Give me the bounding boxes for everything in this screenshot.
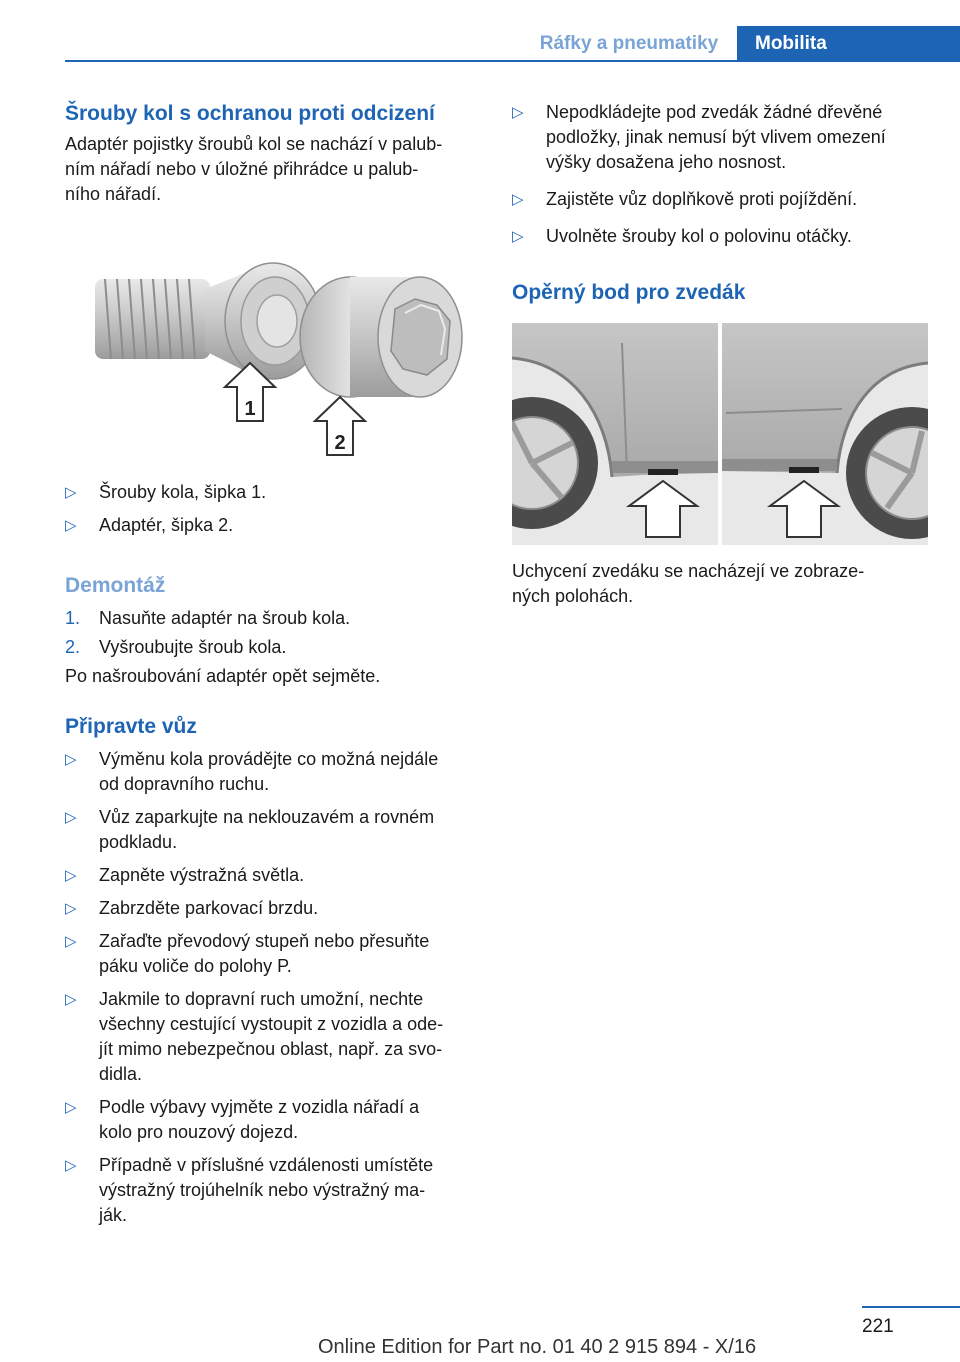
list-item: ▷ Adaptér, šipka 2. (65, 513, 480, 538)
triangle-bullet-icon: ▷ (65, 484, 77, 501)
subsection-title-demontaz: Demontáž (65, 574, 166, 597)
list-item: ▷ Nepodkládejte pod zvedák žádné dřevěné podložky, jinak nemusí být vlivem omezení výšky dosažena jeho nosnost. (512, 102, 886, 172)
list-item: ▷ Uvolněte šrouby kol o polovinu otáčky. (512, 224, 930, 249)
panel-divider (718, 323, 722, 545)
intro-paragraph: Adaptér pojistky šroubů kol se nachází v palub- ním nářadí nebo v úložné přihrádce u palub- ního nářadí. (65, 134, 443, 204)
edition-note: Online Edition for Part no. 01 40 2 915 894 - X/16 (318, 1336, 757, 1358)
triangle-bullet-icon: ▷ (512, 228, 524, 245)
list-item: ▷ Zajistěte vůz doplňkově proti pojíždění. (512, 187, 930, 212)
step-item: 2. Vyšroubujte šroub kola. (65, 637, 287, 657)
jack-caption: Uchycení zvedáku se nacházejí ve zobraze- ných polohách. (512, 561, 865, 606)
jack-panel-rear (722, 323, 928, 545)
triangle-bullet-icon: ▷ (65, 517, 77, 534)
triangle-bullet-icon: ▷ (65, 991, 77, 1008)
list-item: ▷ Zabrzděte parkovací brzdu. (65, 896, 480, 921)
triangle-bullet-icon: ▷ (65, 809, 77, 826)
section-title-wheel-locks: Šrouby kol s ochranou proti odcizení (65, 102, 435, 125)
list-item: ▷ Případně v příslušné vzdálenosti umístěte výstražný trojúhelník nebo výstražný ma- ják. (65, 1155, 434, 1225)
demontaz-steps (65, 606, 480, 660)
triangle-bullet-icon: ▷ (65, 1099, 77, 1116)
list-item: ▷ Šrouby kola, šipka 1. (65, 480, 480, 505)
triangle-bullet-icon: ▷ (65, 867, 77, 884)
callout-label-2: 2 (334, 432, 346, 454)
triangle-bullet-icon: ▷ (65, 1157, 77, 1174)
lug-bolt-thread (95, 279, 210, 359)
callout-label-1: 1 (244, 398, 256, 420)
figure-jacking-points (512, 323, 928, 545)
triangle-bullet-icon: ▷ (512, 104, 524, 121)
footer-rule (862, 1306, 960, 1308)
triangle-bullet-icon: ▷ (65, 751, 77, 768)
tab-section-rafky[interactable]: Ráfky a pneumatiky (539, 33, 719, 54)
figure-legend-list (65, 480, 480, 538)
list-item: ▷ Vůz zaparkujte na neklouzavém a rovném podkladu. (65, 807, 435, 852)
triangle-bullet-icon: ▷ (65, 900, 77, 917)
jack-panel-front (512, 323, 718, 545)
left-column (65, 100, 480, 1228)
figure-lug-bolt-adapter (65, 259, 480, 464)
list-item: ▷ Jakmile to dopravní ruch umožní, nechte všechny cestující vystoupit z vozidla a ode- jít mimo nebezpečnou oblast, např. za svo- didla. (65, 989, 444, 1084)
prepare-list (65, 747, 480, 1228)
lock-adapter (300, 277, 462, 397)
list-item: ▷ Výměnu kola provádějte co možná nejdále od dopravního ruchu. (65, 749, 439, 794)
page-number: 221 (862, 1316, 894, 1337)
section-title-prepare-car: Připravte vůz (65, 715, 197, 738)
step-item: 1. Nasuňte adaptér na šroub kola. (65, 608, 351, 628)
list-item: ▷ Podle výbavy vyjměte z vozidla nářadí a kolo pro nouzový dojezd. (65, 1097, 420, 1142)
section-title-jack-point: Opěrný bod pro zvedák (512, 281, 746, 304)
triangle-bullet-icon: ▷ (512, 191, 524, 208)
tab-chapter-mobilita[interactable]: Mobilita (737, 26, 960, 62)
demontaz-note: Po našroubování adaptér opět sejměte. (65, 666, 381, 686)
callout-arrow-2 (315, 397, 365, 455)
right-column (512, 100, 930, 609)
triangle-bullet-icon: ▷ (65, 933, 77, 950)
precaution-list (512, 100, 930, 249)
list-item: ▷ Zařaďte převodový stupeň nebo přesuňte páku voliče do polohy P. (65, 931, 430, 976)
list-item: ▷ Zapněte výstražná světla. (65, 863, 480, 888)
